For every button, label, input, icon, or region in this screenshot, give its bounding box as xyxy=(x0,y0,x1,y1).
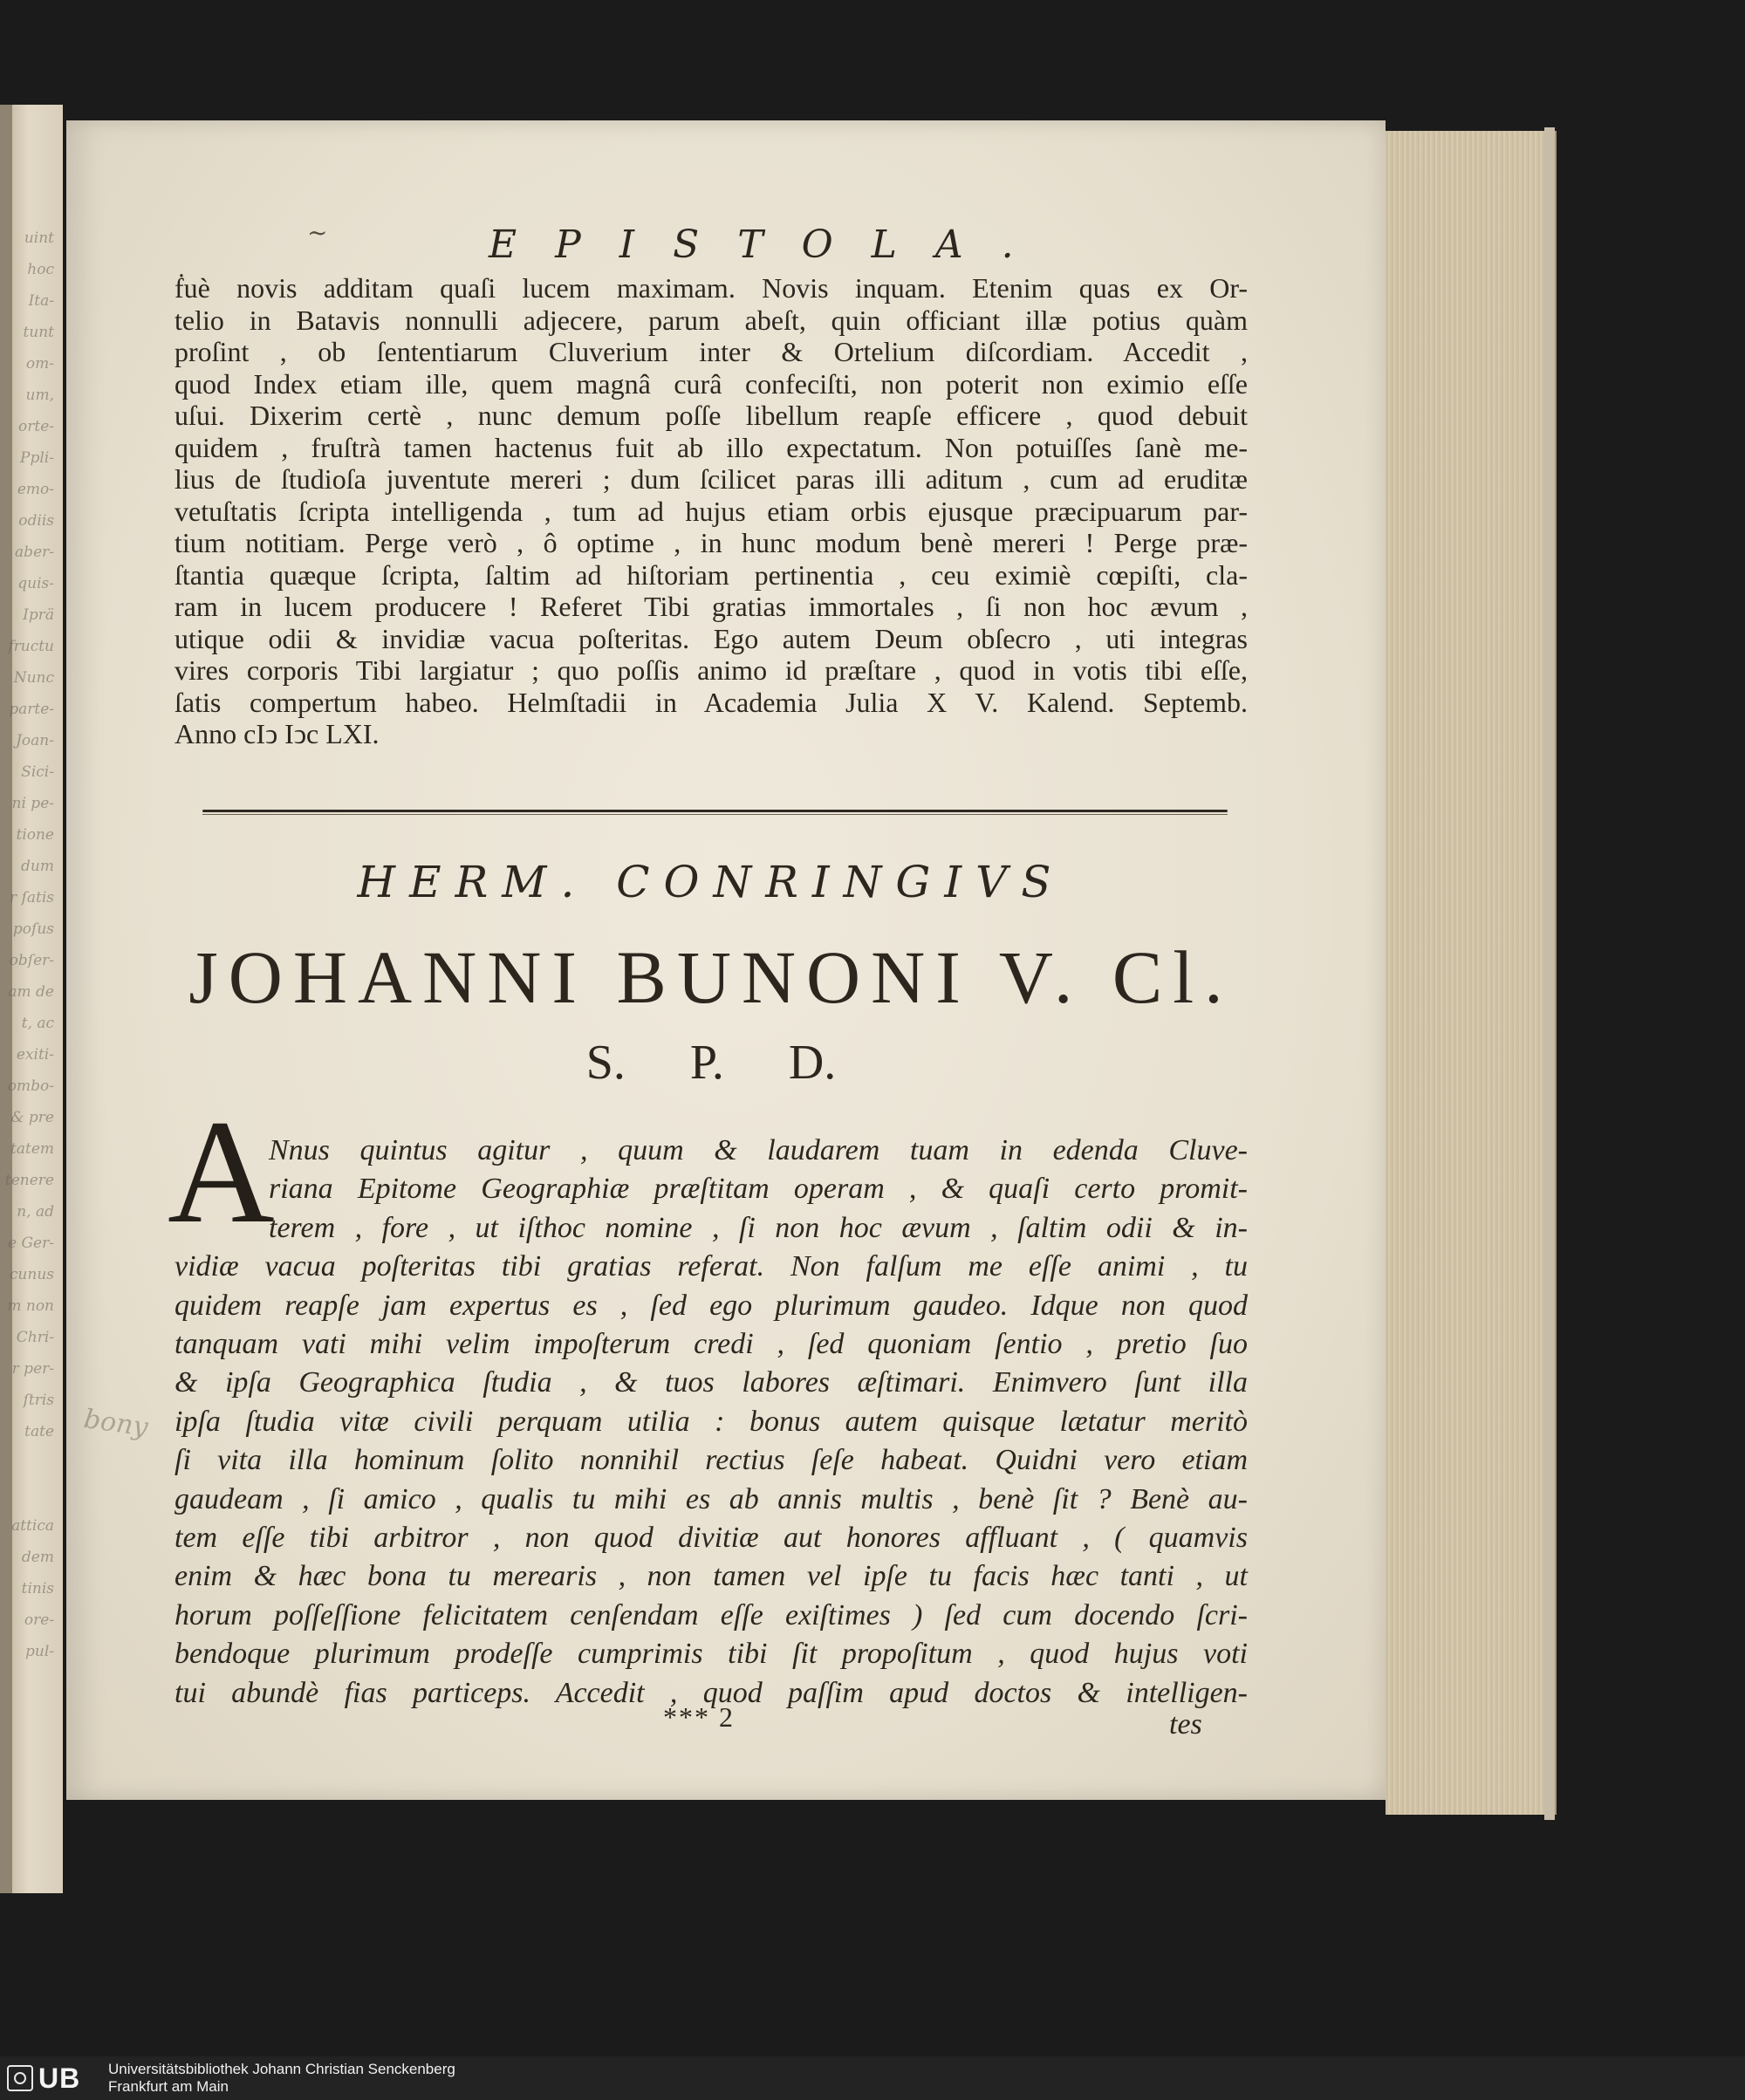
institution-line-1: Universitätsbibliothek Johann Christian Senckenberg xyxy=(108,2061,455,2077)
left-page-fragment: tate xyxy=(24,1423,54,1440)
left-page-fragment: ſtris xyxy=(23,1392,54,1409)
text-line: vidiæ vacua poſteritas tibi gratias referat. Non falſum me eſſe animi , tu xyxy=(174,1250,1248,1283)
left-page-fragment: Nunc xyxy=(13,669,54,687)
institution-line-2: Frankfurt am Main xyxy=(108,2078,229,2095)
letter-body xyxy=(174,1132,1248,1713)
text-line: ſtantia quæque ſcripta, ſaltim ad hiſtoriam pertinentia , ceu eximiè cœpiſti, cla- xyxy=(174,558,1248,591)
text-line: quidem reapſe jam expertus es , ſed ego plurimum gaudeo. Idque non quod xyxy=(174,1289,1248,1322)
left-page-fragment: r per- xyxy=(11,1360,54,1378)
left-page-fragment: tunt xyxy=(23,324,54,341)
left-page-fragment: odiis xyxy=(18,512,54,530)
left-page-fragment: dem xyxy=(21,1549,54,1566)
left-page-fragment: Sici- xyxy=(21,763,54,781)
logo-text: UB xyxy=(38,2062,81,2094)
book-cover-edge xyxy=(1544,127,1555,1820)
section-rule xyxy=(202,810,1228,812)
left-page-fragment: ore- xyxy=(24,1611,54,1629)
left-page-fragment: m non xyxy=(7,1297,54,1315)
left-page-fragment: & pre xyxy=(10,1109,54,1126)
text-line: Nnus quintus agitur , quum & laudarem tuam in edenda Cluve- xyxy=(269,1134,1248,1166)
section-rule-thin xyxy=(202,814,1228,815)
text-line: quod Index etiam ille, quem magnâ curâ confeciſti, non poterit non eximio eſſe xyxy=(174,367,1248,400)
left-page-fragment: am de xyxy=(8,983,54,1001)
text-line: ram in lucem producere ! Referet Tibi gratias immortales , ſi non hoc ævum , xyxy=(174,591,1248,622)
text-line: ḟuè novis additam quaſi lucem maximam. Novis inquam. Etenim quas ex Or- xyxy=(174,272,1248,304)
left-page-fragment: Joan- xyxy=(16,732,54,749)
left-page-fragment: tione xyxy=(16,826,54,844)
left-page-fragment: n, ad xyxy=(17,1203,54,1221)
left-page-fragment: Ita- xyxy=(28,292,54,310)
left-page-fragment: tatem xyxy=(10,1140,54,1158)
text-line: tanquam vati mihi velim impoſterum credi , ſed quoniam ſentio , pretio ſuo xyxy=(174,1328,1248,1361)
left-page-fragment: tinis xyxy=(21,1580,54,1597)
page-block-fore-edge xyxy=(1386,131,1557,1815)
text-line: horum poſſeſſione felicitatem cenſendam eſſe exiſtimes ) ſed cum docendo ſcri- xyxy=(174,1598,1248,1631)
left-page-fragment: parte- xyxy=(9,701,54,718)
left-page-fragment: obſer- xyxy=(9,952,54,969)
catchword: tes xyxy=(1169,1708,1202,1741)
left-page-fragment: om- xyxy=(25,355,54,373)
left-page-fragment: r ſatis xyxy=(10,889,54,906)
text-line: vires corporis Tibi largiatur ; quo poſſis animo id præſtare , quod in votis tibi eſſe, xyxy=(174,654,1248,686)
text-line: proſint , ob ſententiarum Cluverium inter & Ortelium diſcordiam. Accedit , xyxy=(174,336,1248,367)
library-logo[interactable] xyxy=(7,2062,91,2094)
running-head: EPISTOLA. xyxy=(489,222,1052,267)
drop-cap: A xyxy=(168,1090,275,1254)
left-page-fragment: Iprä xyxy=(23,606,54,624)
text-line: & ipſa Geographica ſtudia , & tuos labores æſtimari. Enimvero ſunt illa xyxy=(174,1366,1248,1399)
text-line: telio in Batavis nonnulli adjecere, parum abeſt, quin officiant illæ potius quàm xyxy=(174,304,1248,336)
text-line: ipſa ſtudia vitæ civili perquam utilia : bonus autem quisque lætatur meritò xyxy=(174,1405,1248,1438)
epistola-text xyxy=(174,272,1248,750)
signature-mark: *** 2 xyxy=(663,1701,735,1733)
text-line: Anno cIↄ Iↄc LXI. xyxy=(174,718,380,749)
left-page-fragment: uint xyxy=(24,229,54,247)
left-page-fragment: hoc xyxy=(27,261,54,278)
seal-icon xyxy=(7,2065,33,2091)
left-page-fragment: dum xyxy=(21,858,54,875)
left-page-fragment: fructu xyxy=(8,638,54,655)
left-page-fragment: ni pe- xyxy=(11,795,54,812)
left-page-fragment: cunus xyxy=(9,1266,54,1283)
left-page-fragment: ombo- xyxy=(7,1077,54,1095)
text-line: vetuſtatis ſcripta intelligenda , tum ad hujus etiam orbis ejusque præcipuarum par- xyxy=(174,495,1248,527)
text-line: tui abundè fias particeps. Accedit , quod paſſim apud doctos & intelligen- xyxy=(174,1676,1248,1709)
text-line: tem eſſe tibi arbitror , non quod divitiæ aut honores affluant , ( quamvis xyxy=(174,1522,1248,1555)
text-line: terem , fore , ut iſthoc nomine , ſi non hoc ævum , ſaltim odii & in- xyxy=(269,1211,1248,1244)
text-line: ſi vita illa hominum ſolito nonnihil rectius ſeſe habeat. Quidni vero etiam xyxy=(174,1444,1248,1477)
left-page-fragment: quis- xyxy=(17,575,54,592)
ink-mark: ~ xyxy=(307,218,328,247)
margin-annotation: bony xyxy=(81,1404,150,1443)
text-line: enim & hæc bona tu merearis , non tamen vel ipſe tu facis hæc tanti , ut xyxy=(174,1560,1248,1593)
institution-name xyxy=(108,2061,455,2096)
left-page-fragment: e Ger- xyxy=(8,1235,54,1252)
left-page-fragment: Ppli- xyxy=(20,449,54,467)
text-line: bendoque plurimum prodeſſe cumprimis tibi ſit propoſitum , quod hujus voti xyxy=(174,1638,1248,1671)
left-page-fragment: tenere xyxy=(4,1172,54,1189)
text-line: gaudeam , ſi amico , qualis tu mihi es ab annis multis , benè ſit ? Benè au- xyxy=(174,1482,1248,1515)
left-page-fragment: um, xyxy=(25,386,54,404)
left-page-fragment: attica xyxy=(11,1517,54,1535)
text-line: riana Epitome Geographiæ præſtitam operam , & quaſi certo promit- xyxy=(269,1173,1248,1206)
left-page-fragment: Chri- xyxy=(16,1329,54,1346)
text-line: lius de ſtudioſa juventute mereri ; dum ſcilicet paras illi aditum , cum ad eruditæ xyxy=(174,463,1248,495)
text-line: tium notitiam. Perge verò , ô optime , in hunc modum benè mereri ! Perge præ- xyxy=(174,527,1248,558)
text-line: uſui. Dixerim certè , nunc demum poſſe libellum reapſe efficere , quod debuit xyxy=(174,400,1248,431)
left-page-fragment: aber- xyxy=(15,544,54,561)
left-page-fragment: exiti- xyxy=(16,1046,54,1064)
left-page-fragment: emo- xyxy=(17,481,54,498)
letter-greeting: S. P. D. xyxy=(585,1036,837,1090)
left-page-fragment: t, ac xyxy=(21,1015,54,1032)
left-page-fragment: pul- xyxy=(24,1643,54,1660)
library-footer xyxy=(0,2056,1745,2100)
left-page-fragment: orte- xyxy=(18,418,54,435)
left-page-fragment: poſus xyxy=(12,920,54,938)
text-line: utique odii & invidiæ vacua poſteritas. Ego autem Deum obſecro , uti integras xyxy=(174,622,1248,654)
letter-author: HERM. CONRINGIVS xyxy=(357,857,1065,907)
letter-addressee: JOHANNI BUNONI V. Cl. xyxy=(188,935,1234,1019)
text-line: quidem , fruſtrà tamen hactenus fuit ab illo expectatum. Non potuiſſes ſanè me- xyxy=(174,431,1248,463)
text-line: ſatis compertum habeo. Helmſtadii in Academia Julia X V. Kalend. Septemb. xyxy=(174,686,1248,718)
